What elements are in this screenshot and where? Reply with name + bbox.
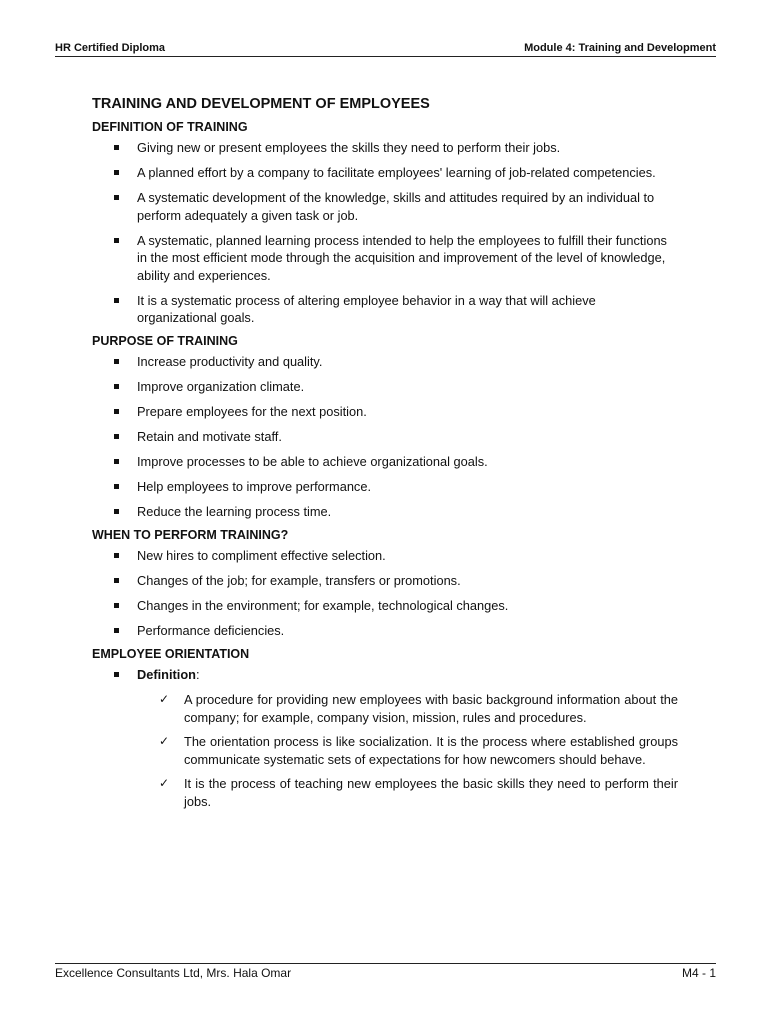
- square-bullet-icon: [114, 238, 119, 243]
- square-bullet-icon: [114, 459, 119, 464]
- square-bullet-icon: [114, 628, 119, 633]
- list-item: A systematic development of the knowledge, skills and attitudes required by an individual to perform adequately a given task or job.: [92, 189, 678, 224]
- square-bullet-icon: [114, 553, 119, 558]
- square-bullet-icon: [114, 509, 119, 514]
- square-bullet-icon: [114, 484, 119, 489]
- section-heading-definition: DEFINITION OF TRAINING: [92, 120, 248, 134]
- list-item: ✓ It is the process of teaching new employees the basic skills they need to perform their jobs.: [159, 776, 678, 809]
- list-item: ✓ The orientation process is like socialization. It is the process where established groups communicate systematic sets of expectations for how newcomers should behave.: [159, 734, 678, 767]
- square-bullet-icon: [114, 578, 119, 583]
- list-item: Retain and motivate staff.: [92, 428, 678, 446]
- list-item: Improve organization climate.: [92, 378, 678, 396]
- list-item: A planned effort by a company to facilitate employees' learning of job-related competencies.: [92, 164, 678, 182]
- list-item: Changes in the environment; for example, technological changes.: [92, 597, 678, 615]
- list-item: Improve processes to be able to achieve organizational goals.: [92, 453, 678, 471]
- square-bullet-icon: [114, 409, 119, 414]
- definition-sub-list: [92, 691, 678, 810]
- section-heading-orientation: EMPLOYEE ORIENTATION: [92, 647, 250, 661]
- square-bullet-icon: [114, 672, 119, 677]
- definition-label: Definition: [137, 667, 196, 682]
- page-number: M4 - 1: [681, 966, 716, 980]
- document-title: TRAINING AND DEVELOPMENT OF EMPLOYEES: [92, 96, 430, 112]
- list-item: ✓ A procedure for providing new employees with basic background information about the company; for example, company vision, mission, rules and procedures.: [159, 692, 678, 725]
- page-header: [55, 42, 716, 57]
- checkmark-icon: ✓: [159, 776, 170, 790]
- list-item: New hires to compliment effective selection.: [92, 547, 678, 565]
- list-item: It is a systematic process of altering employee behavior in a way that will achieve organizational goals.: [92, 292, 678, 327]
- list-item: Prepare employees for the next position.: [92, 403, 678, 421]
- square-bullet-icon: [114, 195, 119, 200]
- purpose-list: [92, 353, 678, 521]
- list-item: Changes of the job; for example, transfers or promotions.: [92, 572, 678, 590]
- header-course-title: HR Certified Diploma: [55, 42, 166, 54]
- square-bullet-icon: [114, 170, 119, 175]
- list-item: Performance deficiencies.: [92, 622, 678, 640]
- square-bullet-icon: [114, 434, 119, 439]
- list-item: Reduce the learning process time.: [92, 503, 678, 521]
- section-heading-when: WHEN TO PERFORM TRAINING?: [92, 528, 289, 542]
- list-item: Giving new or present employees the skills they need to perform their jobs.: [92, 139, 678, 157]
- checkmark-icon: ✓: [159, 734, 170, 748]
- square-bullet-icon: [114, 145, 119, 150]
- list-item: A systematic, planned learning process intended to help the employees to fulfill their functions in the most efficient mode through the acquisition and improvement of the level of knowledge, ability and experiences.: [92, 232, 678, 285]
- list-item: Help employees to improve performance.: [92, 478, 678, 496]
- list-item: Increase productivity and quality.: [92, 353, 678, 371]
- square-bullet-icon: [114, 603, 119, 608]
- orientation-list: [92, 666, 678, 684]
- square-bullet-icon: [114, 298, 119, 303]
- section-heading-purpose: PURPOSE OF TRAINING: [92, 334, 238, 348]
- footer-author: Excellence Consultants Ltd, Mrs. Hala Omar: [55, 966, 292, 980]
- square-bullet-icon: [114, 359, 119, 364]
- square-bullet-icon: [114, 384, 119, 389]
- definition-list: [92, 139, 678, 327]
- page-footer: [55, 963, 716, 980]
- checkmark-icon: ✓: [159, 692, 170, 706]
- when-list: [92, 547, 678, 640]
- document-body: [92, 96, 678, 817]
- list-item: Definition:: [92, 666, 678, 684]
- header-module-title: Module 4: Training and Development: [524, 42, 716, 54]
